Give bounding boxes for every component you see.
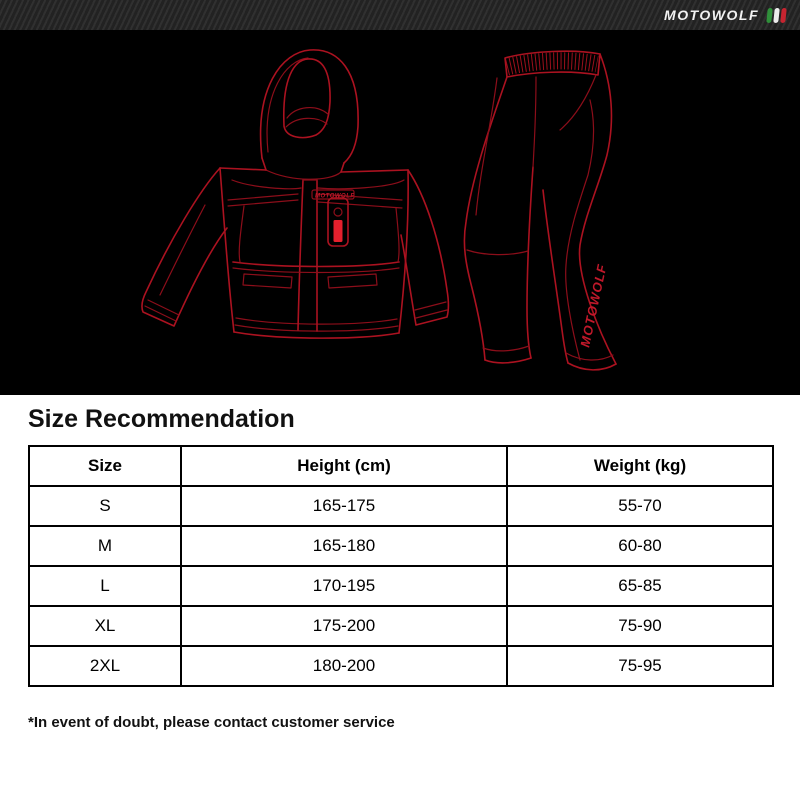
header-weight: Weight (kg) <box>507 446 773 486</box>
table-row <box>29 526 773 566</box>
pants-line-art <box>464 51 616 370</box>
cell-weight: 60-80 <box>507 526 773 566</box>
cell-height: 165-180 <box>181 526 507 566</box>
garment-line-art <box>0 30 800 395</box>
cell-height: 180-200 <box>181 646 507 686</box>
size-section <box>0 403 800 731</box>
table-row <box>29 606 773 646</box>
size-table <box>28 445 774 687</box>
table-row <box>29 486 773 526</box>
jacket-logo-text: MOTOWOLF <box>315 193 355 200</box>
pants-logo-text: MOTOWOLF <box>577 262 610 349</box>
jacket-line-art <box>142 50 449 338</box>
cell-weight: 65-85 <box>507 566 773 606</box>
cell-size: S <box>29 486 181 526</box>
cell-height: 170-195 <box>181 566 507 606</box>
cell-size: XL <box>29 606 181 646</box>
table-row <box>29 566 773 606</box>
table-header-row <box>29 446 773 486</box>
hero-line-art-panel <box>0 30 800 395</box>
cell-weight: 75-95 <box>507 646 773 686</box>
cell-height: 175-200 <box>181 606 507 646</box>
jacket-zipper-pull <box>334 220 343 242</box>
section-title: Size Recommendation <box>28 405 295 433</box>
brand-bar <box>0 0 800 30</box>
cell-size: 2XL <box>29 646 181 686</box>
table-row <box>29 646 773 686</box>
cell-weight: 55-70 <box>507 486 773 526</box>
cell-size: M <box>29 526 181 566</box>
italian-flag-icon <box>767 8 786 23</box>
header-size: Size <box>29 446 181 486</box>
cell-weight: 75-90 <box>507 606 773 646</box>
cell-size: L <box>29 566 181 606</box>
cell-height: 165-175 <box>181 486 507 526</box>
footnote-text: *In event of doubt, please contact customer service <box>28 714 395 731</box>
header-height: Height (cm) <box>181 446 507 486</box>
brand-logo-text: MOTOWOLF <box>664 7 759 23</box>
